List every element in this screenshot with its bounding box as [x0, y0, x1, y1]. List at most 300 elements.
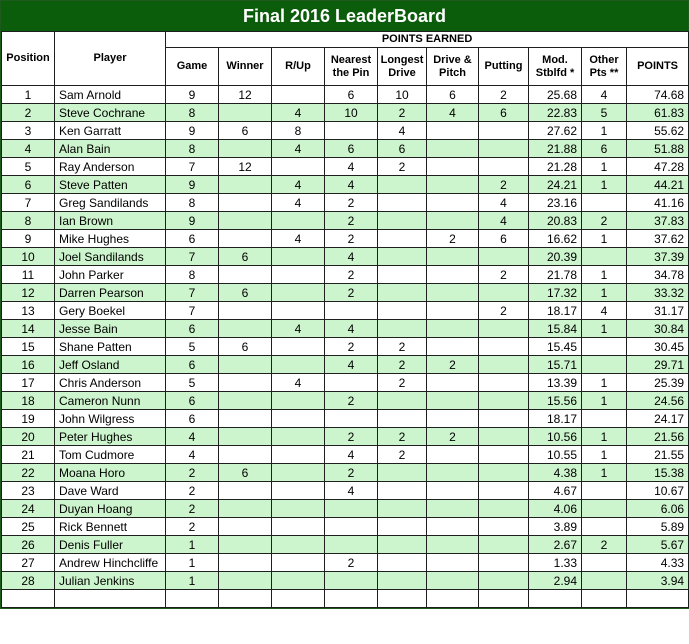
cell-longest-drive: 2 — [378, 104, 427, 122]
cell-points: 34.78 — [627, 266, 689, 284]
cell-rup: 4 — [272, 140, 325, 158]
cell-other-pts: 4 — [582, 86, 627, 104]
table-row — [2, 248, 689, 266]
cell-other-pts — [582, 590, 627, 608]
cell-rup — [272, 572, 325, 590]
cell-winner — [219, 356, 272, 374]
cell-putting — [479, 464, 529, 482]
cell-other-pts — [582, 572, 627, 590]
cell-longest-drive: 6 — [378, 140, 427, 158]
cell-rup — [272, 266, 325, 284]
col-header-points: POINTS — [627, 48, 689, 86]
cell-other-pts — [582, 482, 627, 500]
cell-mod-stblfd: 15.56 — [529, 392, 582, 410]
cell-rup: 4 — [272, 104, 325, 122]
cell-longest-drive: 2 — [378, 158, 427, 176]
cell-mod-stblfd: 20.39 — [529, 248, 582, 266]
table-row — [2, 140, 689, 158]
table-row — [2, 230, 689, 248]
cell-mod-stblfd: 17.32 — [529, 284, 582, 302]
cell-drive-pitch — [427, 410, 479, 428]
cell-drive-pitch — [427, 338, 479, 356]
cell-position: 13 — [2, 302, 55, 320]
cell-rup — [272, 248, 325, 266]
cell-other-pts — [582, 500, 627, 518]
cell-drive-pitch: 2 — [427, 428, 479, 446]
cell-longest-drive — [378, 518, 427, 536]
cell-game: 6 — [166, 392, 219, 410]
cell-putting: 2 — [479, 302, 529, 320]
cell-mod-stblfd: 4.38 — [529, 464, 582, 482]
cell-nearest-pin: 2 — [325, 428, 378, 446]
cell-other-pts: 1 — [582, 320, 627, 338]
cell-other-pts: 1 — [582, 392, 627, 410]
cell-winner — [219, 302, 272, 320]
col-header-other-pts: Other Pts ** — [582, 48, 627, 86]
cell-winner: 6 — [219, 338, 272, 356]
cell-rup — [272, 428, 325, 446]
cell-rup — [272, 554, 325, 572]
cell-other-pts — [582, 248, 627, 266]
cell-drive-pitch — [427, 536, 479, 554]
cell-rup — [272, 392, 325, 410]
cell-drive-pitch — [427, 446, 479, 464]
cell-position: 16 — [2, 356, 55, 374]
cell-nearest-pin — [325, 500, 378, 518]
cell-mod-stblfd: 4.06 — [529, 500, 582, 518]
col-header-position: Position — [2, 32, 55, 86]
cell-nearest-pin: 6 — [325, 140, 378, 158]
table-row — [2, 572, 689, 590]
cell-longest-drive — [378, 590, 427, 608]
cell-drive-pitch — [427, 248, 479, 266]
cell-nearest-pin — [325, 374, 378, 392]
cell-player: Julian Jenkins — [55, 572, 166, 590]
cell-game: 6 — [166, 230, 219, 248]
cell-points: 37.62 — [627, 230, 689, 248]
cell-nearest-pin: 4 — [325, 248, 378, 266]
cell-mod-stblfd: 21.88 — [529, 140, 582, 158]
cell-winner — [219, 536, 272, 554]
cell-game: 9 — [166, 86, 219, 104]
cell-position: 1 — [2, 86, 55, 104]
col-header-player: Player — [55, 32, 166, 86]
table-row — [2, 284, 689, 302]
cell-points: 31.17 — [627, 302, 689, 320]
cell-winner — [219, 194, 272, 212]
cell-drive-pitch — [427, 374, 479, 392]
cell-mod-stblfd: 18.17 — [529, 302, 582, 320]
cell-points: 37.83 — [627, 212, 689, 230]
table-row — [2, 338, 689, 356]
table-row — [2, 374, 689, 392]
cell-other-pts: 6 — [582, 140, 627, 158]
cell-mod-stblfd: 25.68 — [529, 86, 582, 104]
cell-rup — [272, 158, 325, 176]
cell-position: 27 — [2, 554, 55, 572]
cell-winner — [219, 176, 272, 194]
cell-position: 19 — [2, 410, 55, 428]
cell-nearest-pin: 4 — [325, 482, 378, 500]
points-earned-header: POINTS EARNED — [166, 32, 689, 48]
cell-winner — [219, 554, 272, 572]
cell-other-pts — [582, 554, 627, 572]
cell-winner: 6 — [219, 122, 272, 140]
table-row — [2, 446, 689, 464]
cell-rup — [272, 446, 325, 464]
cell-points: 6.06 — [627, 500, 689, 518]
cell-game: 5 — [166, 374, 219, 392]
cell-rup — [272, 284, 325, 302]
cell-game: 2 — [166, 482, 219, 500]
cell-other-pts: 2 — [582, 212, 627, 230]
cell-putting: 2 — [479, 266, 529, 284]
cell-winner — [219, 428, 272, 446]
cell-position: 10 — [2, 248, 55, 266]
table-row — [2, 410, 689, 428]
cell-nearest-pin: 4 — [325, 320, 378, 338]
cell-points: 74.68 — [627, 86, 689, 104]
cell-player: Denis Fuller — [55, 536, 166, 554]
table-row — [2, 176, 689, 194]
cell-position: 22 — [2, 464, 55, 482]
cell-points: 10.67 — [627, 482, 689, 500]
col-header-longest-drive: Longest Drive — [378, 48, 427, 86]
cell-game: 2 — [166, 518, 219, 536]
cell-winner — [219, 374, 272, 392]
cell-nearest-pin: 4 — [325, 356, 378, 374]
cell-winner: 12 — [219, 86, 272, 104]
cell-longest-drive — [378, 554, 427, 572]
cell-drive-pitch: 6 — [427, 86, 479, 104]
cell-winner — [219, 410, 272, 428]
cell-player: Chris Anderson — [55, 374, 166, 392]
cell-longest-drive: 2 — [378, 374, 427, 392]
cell-nearest-pin: 2 — [325, 392, 378, 410]
cell-nearest-pin: 10 — [325, 104, 378, 122]
table-row — [2, 302, 689, 320]
cell-position: 4 — [2, 140, 55, 158]
cell-nearest-pin: 4 — [325, 158, 378, 176]
cell-putting: 2 — [479, 86, 529, 104]
cell-player: Alan Bain — [55, 140, 166, 158]
cell-player: Rick Bennett — [55, 518, 166, 536]
cell-putting — [479, 248, 529, 266]
cell-other-pts: 1 — [582, 464, 627, 482]
cell-nearest-pin: 2 — [325, 464, 378, 482]
cell-game: 7 — [166, 302, 219, 320]
cell-mod-stblfd: 24.21 — [529, 176, 582, 194]
cell-other-pts: 1 — [582, 428, 627, 446]
cell-game: 7 — [166, 248, 219, 266]
cell-winner — [219, 590, 272, 608]
cell-game: 4 — [166, 428, 219, 446]
cell-winner — [219, 500, 272, 518]
cell-nearest-pin: 2 — [325, 284, 378, 302]
cell-putting — [479, 572, 529, 590]
cell-position: 17 — [2, 374, 55, 392]
cell-other-pts — [582, 338, 627, 356]
cell-player: Moana Horo — [55, 464, 166, 482]
cell-points: 15.38 — [627, 464, 689, 482]
cell-player: Steve Patten — [55, 176, 166, 194]
cell-putting — [479, 536, 529, 554]
table-row — [2, 266, 689, 284]
cell-rup: 4 — [272, 194, 325, 212]
cell-game: 9 — [166, 176, 219, 194]
cell-game: 6 — [166, 410, 219, 428]
cell-drive-pitch — [427, 518, 479, 536]
cell-position: 21 — [2, 446, 55, 464]
cell-longest-drive: 2 — [378, 428, 427, 446]
cell-player: Jesse Bain — [55, 320, 166, 338]
cell-points: 21.56 — [627, 428, 689, 446]
cell-winner — [219, 482, 272, 500]
cell-drive-pitch — [427, 266, 479, 284]
cell-nearest-pin: 2 — [325, 212, 378, 230]
cell-other-pts — [582, 410, 627, 428]
table-row — [2, 464, 689, 482]
cell-winner — [219, 104, 272, 122]
cell-winner — [219, 230, 272, 248]
cell-player: Jeff Osland — [55, 356, 166, 374]
table-row — [2, 86, 689, 104]
cell-mod-stblfd: 2.94 — [529, 572, 582, 590]
cell-putting: 6 — [479, 104, 529, 122]
cell-winner: 6 — [219, 464, 272, 482]
cell-longest-drive: 10 — [378, 86, 427, 104]
cell-longest-drive — [378, 410, 427, 428]
cell-longest-drive — [378, 302, 427, 320]
cell-rup — [272, 482, 325, 500]
cell-points: 44.21 — [627, 176, 689, 194]
cell-nearest-pin: 4 — [325, 446, 378, 464]
cell-mod-stblfd: 20.83 — [529, 212, 582, 230]
cell-game: 8 — [166, 266, 219, 284]
table-row — [2, 356, 689, 374]
cell-position: 26 — [2, 536, 55, 554]
cell-longest-drive: 4 — [378, 122, 427, 140]
cell-drive-pitch: 2 — [427, 230, 479, 248]
cell-game: 2 — [166, 464, 219, 482]
cell-drive-pitch — [427, 320, 479, 338]
table-row — [2, 212, 689, 230]
cell-position: 14 — [2, 320, 55, 338]
cell-player — [55, 590, 166, 608]
cell-player: Mike Hughes — [55, 230, 166, 248]
cell-longest-drive: 2 — [378, 356, 427, 374]
cell-putting — [479, 500, 529, 518]
cell-position: 23 — [2, 482, 55, 500]
cell-player: Ken Garratt — [55, 122, 166, 140]
leaderboard-rows — [2, 86, 689, 608]
cell-other-pts: 4 — [582, 302, 627, 320]
cell-mod-stblfd: 4.67 — [529, 482, 582, 500]
cell-drive-pitch — [427, 176, 479, 194]
cell-other-pts: 2 — [582, 536, 627, 554]
cell-rup — [272, 590, 325, 608]
cell-player: Ray Anderson — [55, 158, 166, 176]
cell-longest-drive: 2 — [378, 446, 427, 464]
leaderboard-table — [1, 31, 689, 608]
cell-mod-stblfd: 23.16 — [529, 194, 582, 212]
cell-game: 6 — [166, 356, 219, 374]
cell-nearest-pin: 2 — [325, 554, 378, 572]
cell-drive-pitch — [427, 464, 479, 482]
cell-nearest-pin: 2 — [325, 194, 378, 212]
cell-game: 1 — [166, 536, 219, 554]
cell-points: 29.71 — [627, 356, 689, 374]
cell-longest-drive — [378, 230, 427, 248]
cell-putting: 2 — [479, 176, 529, 194]
cell-player: Greg Sandilands — [55, 194, 166, 212]
cell-game: 7 — [166, 284, 219, 302]
table-row — [2, 158, 689, 176]
cell-longest-drive — [378, 500, 427, 518]
cell-drive-pitch: 2 — [427, 356, 479, 374]
cell-mod-stblfd: 27.62 — [529, 122, 582, 140]
cell-player: Shane Patten — [55, 338, 166, 356]
cell-putting — [479, 482, 529, 500]
cell-rup — [272, 518, 325, 536]
cell-mod-stblfd: 3.89 — [529, 518, 582, 536]
cell-game: 8 — [166, 140, 219, 158]
col-header-winner: Winner — [219, 48, 272, 86]
cell-putting — [479, 338, 529, 356]
cell-putting: 6 — [479, 230, 529, 248]
cell-other-pts: 1 — [582, 284, 627, 302]
cell-mod-stblfd — [529, 590, 582, 608]
cell-putting — [479, 554, 529, 572]
cell-points: 24.56 — [627, 392, 689, 410]
cell-points: 61.83 — [627, 104, 689, 122]
table-row — [2, 104, 689, 122]
cell-rup — [272, 302, 325, 320]
cell-position: 12 — [2, 284, 55, 302]
cell-position: 5 — [2, 158, 55, 176]
cell-drive-pitch: 4 — [427, 104, 479, 122]
cell-mod-stblfd: 1.33 — [529, 554, 582, 572]
cell-putting: 4 — [479, 212, 529, 230]
cell-other-pts: 1 — [582, 266, 627, 284]
cell-winner — [219, 140, 272, 158]
cell-longest-drive — [378, 248, 427, 266]
cell-mod-stblfd: 22.83 — [529, 104, 582, 122]
cell-longest-drive — [378, 194, 427, 212]
cell-putting — [479, 122, 529, 140]
table-row — [2, 320, 689, 338]
col-header-rup: R/Up — [272, 48, 325, 86]
cell-game — [166, 590, 219, 608]
cell-winner — [219, 320, 272, 338]
cell-game: 9 — [166, 212, 219, 230]
cell-points: 33.32 — [627, 284, 689, 302]
col-header-putting: Putting — [479, 48, 529, 86]
col-header-nearest-pin: Nearest the Pin — [325, 48, 378, 86]
table-row — [2, 428, 689, 446]
col-header-mod-stblfd: Mod. Stblfd * — [529, 48, 582, 86]
cell-nearest-pin — [325, 518, 378, 536]
cell-winner: 6 — [219, 284, 272, 302]
cell-points: 55.62 — [627, 122, 689, 140]
cell-points — [627, 590, 689, 608]
cell-game: 8 — [166, 194, 219, 212]
cell-position — [2, 590, 55, 608]
cell-winner — [219, 572, 272, 590]
table-row — [2, 536, 689, 554]
cell-points: 30.45 — [627, 338, 689, 356]
cell-other-pts: 1 — [582, 122, 627, 140]
cell-game: 9 — [166, 122, 219, 140]
cell-nearest-pin — [325, 572, 378, 590]
cell-game: 5 — [166, 338, 219, 356]
cell-other-pts: 1 — [582, 374, 627, 392]
cell-rup: 4 — [272, 176, 325, 194]
cell-winner — [219, 392, 272, 410]
cell-mod-stblfd: 15.71 — [529, 356, 582, 374]
cell-rup — [272, 338, 325, 356]
cell-player: Duyan Hoang — [55, 500, 166, 518]
cell-putting — [479, 410, 529, 428]
cell-position: 6 — [2, 176, 55, 194]
cell-nearest-pin: 6 — [325, 86, 378, 104]
cell-rup — [272, 500, 325, 518]
cell-nearest-pin: 2 — [325, 266, 378, 284]
table-row — [2, 500, 689, 518]
cell-longest-drive — [378, 464, 427, 482]
cell-points: 37.39 — [627, 248, 689, 266]
cell-points: 21.55 — [627, 446, 689, 464]
table-row — [2, 392, 689, 410]
table-row — [2, 554, 689, 572]
cell-nearest-pin — [325, 590, 378, 608]
cell-position: 25 — [2, 518, 55, 536]
cell-rup: 4 — [272, 230, 325, 248]
cell-position: 24 — [2, 500, 55, 518]
cell-mod-stblfd: 2.67 — [529, 536, 582, 554]
cell-drive-pitch — [427, 122, 479, 140]
cell-other-pts — [582, 518, 627, 536]
cell-longest-drive — [378, 536, 427, 554]
cell-position: 7 — [2, 194, 55, 212]
cell-longest-drive — [378, 266, 427, 284]
cell-player: Darren Pearson — [55, 284, 166, 302]
cell-player: Ian Brown — [55, 212, 166, 230]
cell-points: 41.16 — [627, 194, 689, 212]
cell-rup: 4 — [272, 374, 325, 392]
cell-points: 51.88 — [627, 140, 689, 158]
cell-points: 24.17 — [627, 410, 689, 428]
cell-putting — [479, 284, 529, 302]
cell-other-pts: 5 — [582, 104, 627, 122]
cell-mod-stblfd: 10.56 — [529, 428, 582, 446]
cell-position: 15 — [2, 338, 55, 356]
cell-mod-stblfd: 21.78 — [529, 266, 582, 284]
cell-drive-pitch — [427, 140, 479, 158]
cell-player: Tom Cudmore — [55, 446, 166, 464]
cell-winner — [219, 446, 272, 464]
cell-position: 11 — [2, 266, 55, 284]
cell-putting — [479, 320, 529, 338]
cell-player: Andrew Hinchcliffe — [55, 554, 166, 572]
cell-drive-pitch — [427, 554, 479, 572]
cell-mod-stblfd: 18.17 — [529, 410, 582, 428]
cell-position: 9 — [2, 230, 55, 248]
cell-points: 4.33 — [627, 554, 689, 572]
cell-points: 3.94 — [627, 572, 689, 590]
cell-winner — [219, 518, 272, 536]
cell-putting — [479, 428, 529, 446]
